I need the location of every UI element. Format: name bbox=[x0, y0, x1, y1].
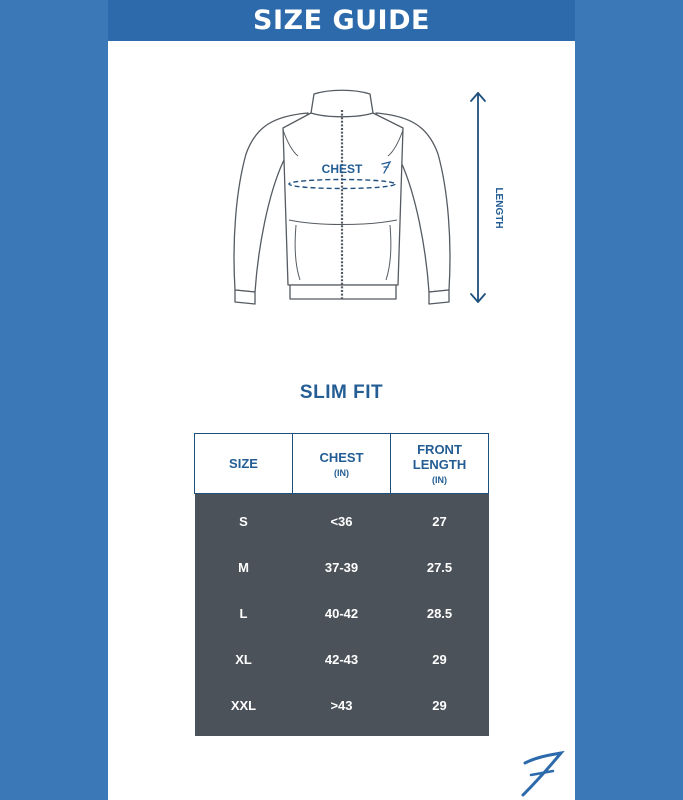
length-label: LENGTH bbox=[493, 187, 504, 229]
cell-chest: <36 bbox=[293, 494, 391, 545]
left-cuff bbox=[235, 290, 255, 304]
jacket-diagram bbox=[108, 80, 575, 320]
header-front-length: FRONT LENGTH (IN) bbox=[391, 434, 489, 494]
fit-title: SLIM FIT bbox=[299, 382, 384, 403]
table-row bbox=[195, 544, 489, 590]
cell-chest: 42-43 bbox=[293, 636, 391, 682]
header-chest: CHEST (IN) bbox=[293, 434, 391, 494]
cell-size: XL bbox=[195, 636, 293, 682]
size-chart-table bbox=[194, 433, 489, 736]
cell-length: 27.5 bbox=[391, 544, 489, 590]
cell-length: 29 bbox=[391, 682, 489, 736]
cell-chest: >43 bbox=[293, 682, 391, 736]
table-header-row bbox=[195, 434, 489, 494]
table-row bbox=[195, 682, 489, 736]
right-cuff bbox=[429, 290, 449, 304]
cell-size: XXL bbox=[195, 682, 293, 736]
cell-length: 28.5 bbox=[391, 590, 489, 636]
title-banner bbox=[108, 0, 575, 41]
size-guide-panel bbox=[108, 0, 575, 800]
brand-logo-icon bbox=[513, 745, 573, 800]
chest-label: CHEST bbox=[321, 162, 363, 176]
cell-length: 27 bbox=[391, 494, 489, 545]
page-title: SIZE GUIDE bbox=[253, 5, 430, 36]
table-row bbox=[195, 636, 489, 682]
table-row bbox=[195, 590, 489, 636]
table-row bbox=[195, 494, 489, 545]
cell-size: L bbox=[195, 590, 293, 636]
cell-chest: 37-39 bbox=[293, 544, 391, 590]
collar bbox=[311, 90, 373, 117]
cell-size: S bbox=[195, 494, 293, 545]
cell-chest: 40-42 bbox=[293, 590, 391, 636]
cell-size: M bbox=[195, 544, 293, 590]
length-arrow-icon bbox=[471, 93, 485, 302]
header-size: SIZE bbox=[195, 434, 293, 494]
cell-length: 29 bbox=[391, 636, 489, 682]
